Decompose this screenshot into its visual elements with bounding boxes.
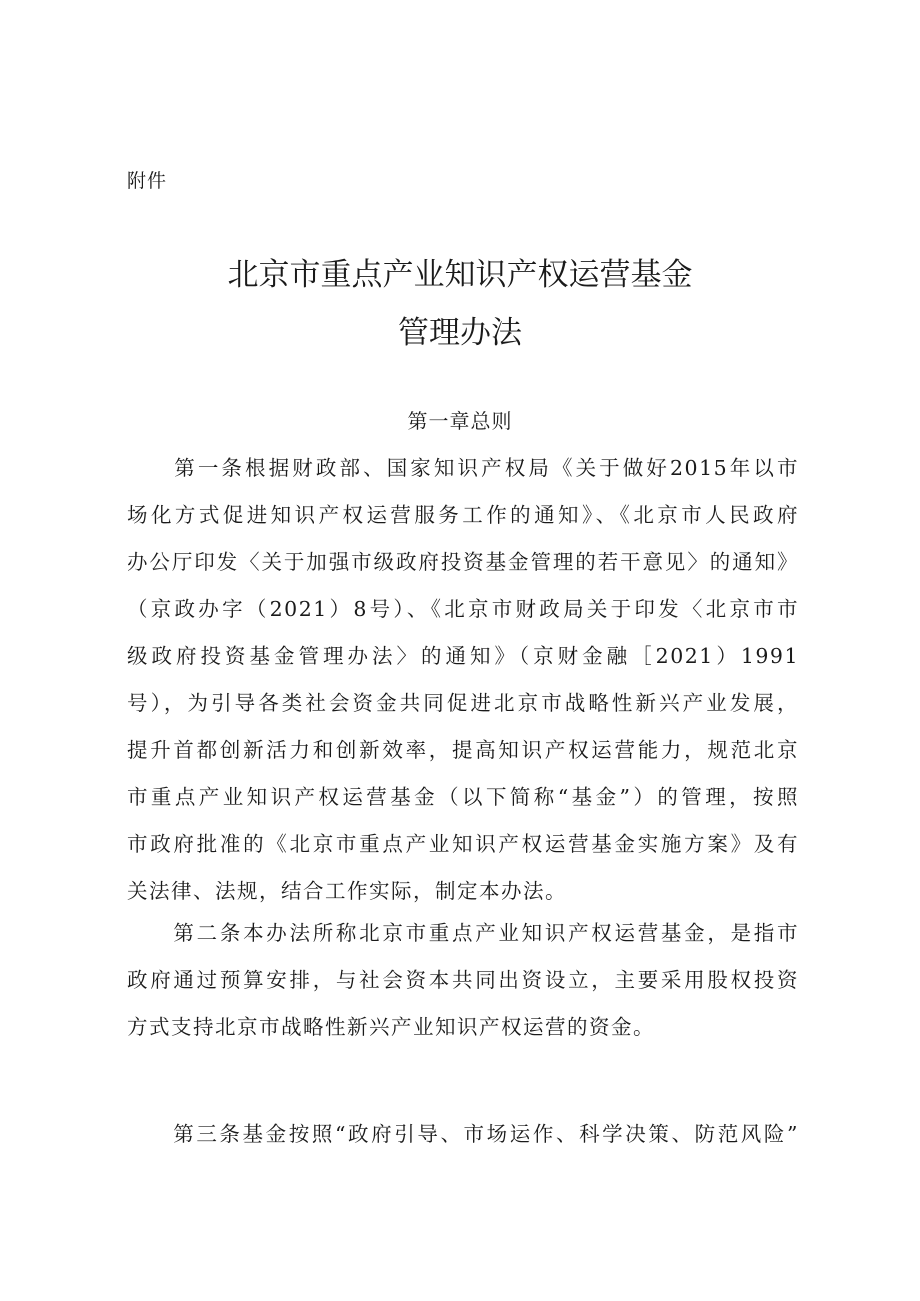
paragraph-line: 政府通过预算安排，与社会资本共同出资设立，主要采用股权投资 [127,968,799,992]
paragraph-line: 关法律、法规，结合工作实际，制定本办法。 [127,879,567,903]
article-1-paragraph [127,445,799,915]
article-3-paragraph [127,1111,799,1158]
paragraph-line: 市重点产业知识产权运营基金（以下简称“基金”）的管理，按照 [127,785,799,809]
document-title [0,246,920,362]
paragraph-line: 号），为引导各类社会资金共同促进北京市战略性新兴产业发展， [127,691,799,715]
paragraph-line: 市政府批准的《北京市重点产业知识产权运营基金实施方案》及有 [127,832,799,856]
paragraph-line: 提升首都创新活力和创新效率，提高知识产权运营能力，规范北京 [127,738,799,762]
article-2-paragraph [127,910,799,1051]
paragraph-line: 方式支持北京市战略性新兴产业知识产权运营的资金。 [127,1015,655,1039]
document-title-line-2: 管理办法 [398,315,522,351]
attachment-label: 附件 [127,170,168,192]
paragraph-line: 第三条基金按照“政府引导、市场运作、科学决策、防范风险” [127,1122,799,1146]
paragraph-line: 场化方式促进知识产权运营服务工作的通知》、《北京市人民政府 [127,503,799,527]
paragraph-line: 办公厅印发〈关于加强市级政府投资基金管理的若干意见〉的通知》 [127,550,799,574]
document-title-line-1: 北京市重点产业知识产权运营基金 [227,257,693,293]
paragraph-line: （京政办字（2021）8号）、《北京市财政局关于印发〈北京市市 [127,597,799,621]
paragraph-line: 第二条本办法所称北京市重点产业知识产权运营基金，是指市 [127,921,799,945]
paragraph-line: 第一条根据财政部、国家知识产权局《关于做好2015年以市 [127,456,799,480]
chapter-heading: 第一章总则 [407,409,513,433]
paragraph-line: 级政府投资基金管理办法〉的通知》（京财金融［2021）1991 [127,644,799,668]
